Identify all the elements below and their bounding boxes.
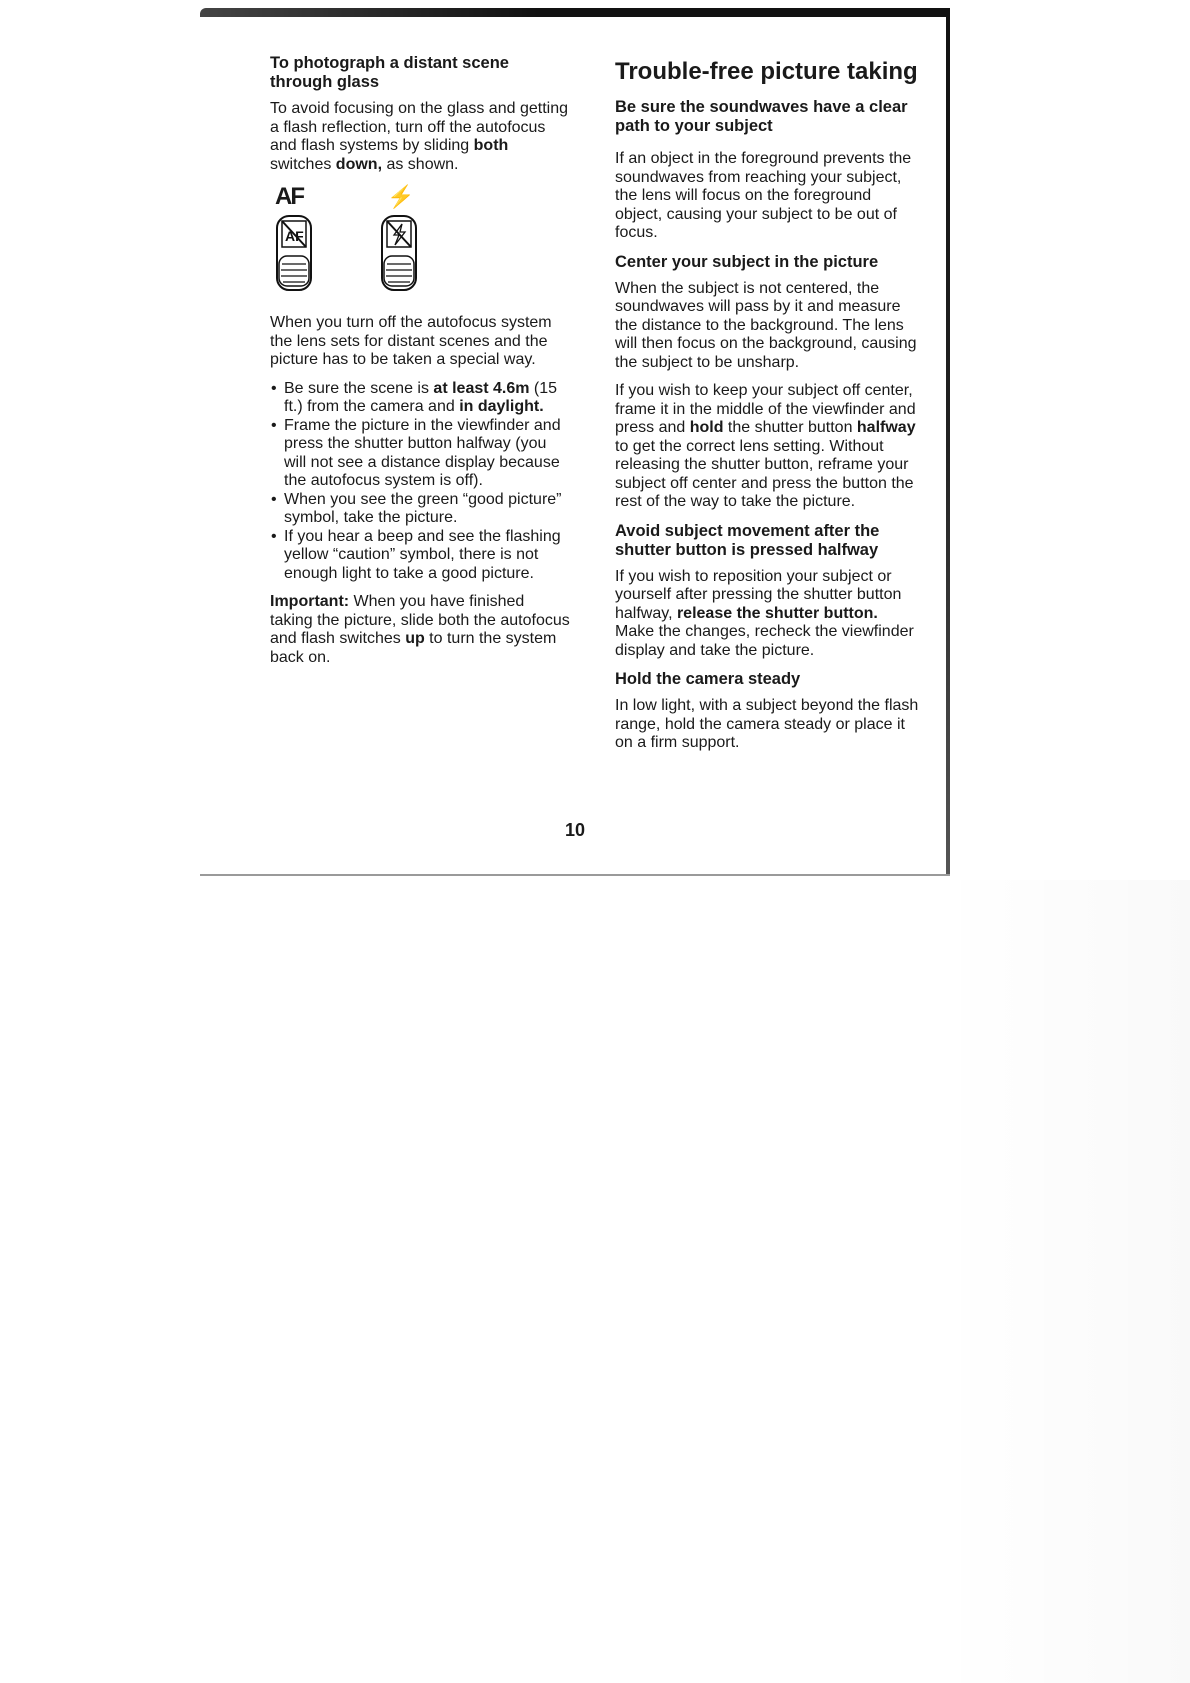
soundwaves-body: If an object in the foreground prevents the soundwaves from reaching your subject, the lens will focus on the foreground object, causing your subject to be out of focus. — [615, 150, 912, 241]
list-item: • When you see the green “good picture” symbol, take the picture. — [270, 491, 570, 528]
subject-movement-heading: Avoid subject movement after the shutter button is pressed halfway — [615, 521, 880, 559]
important-note: Important: When you have finished taking the picture, slide both the autofocus and flash switches up to turn the system back on. — [270, 593, 570, 666]
list-item: • Frame the picture in the viewfinder and press the shutter button halfway (you will not see a distance display because the autofocus system is off). — [270, 417, 570, 491]
left-column — [270, 54, 570, 677]
svg-text:AF: AF — [285, 228, 304, 244]
distant-scene-intro: To avoid focusing on the glass and getting a flash reflection, turn off the autofocus and flash systems by sliding both switches down, as shown. — [270, 100, 568, 173]
scan-shadow — [940, 880, 1190, 1683]
soundwaves-heading: Be sure the soundwaves have a clear path to your subject — [615, 98, 908, 135]
distant-scene-heading: To photograph a distant scene through glass — [270, 54, 509, 91]
af-label: AF — [275, 183, 303, 210]
page-number: 10 — [565, 820, 586, 840]
switch-figure — [270, 184, 570, 304]
page-right-edge — [946, 8, 950, 876]
list-item: • If you hear a beep and see the flashing yellow “caution” symbol, there is not enough light to take a good picture. — [270, 528, 570, 584]
manual-page — [200, 8, 950, 876]
off-center-body: If you wish to keep your subject off center, frame it in the middle of the viewfinder and press and hold the shutter button halfway to get the correct lens setting. Without releasing the shutter button, reframe your subject off center and press the button the rest of the way to take the picture. — [615, 382, 916, 510]
camera-steady-body: In low light, with a subject beyond the flash range, hold the camera steady or place it on a firm support. — [615, 697, 919, 751]
af-switch — [275, 184, 315, 297]
instruction-list — [270, 380, 570, 584]
flash-switch — [380, 184, 420, 297]
flash-label: ⚡ — [387, 184, 413, 209]
camera-steady-heading: Hold the camera steady — [615, 670, 801, 688]
list-item: • Be sure the scene is at least 4.6m (15 ft.) from the camera and in daylight. — [270, 380, 570, 417]
autofocus-off-paragraph: When you turn off the autofocus system the lens sets for distant scenes and the picture has to be taken a special way. — [270, 314, 552, 368]
autofocus-switch-icon — [275, 214, 313, 292]
subject-movement-body: If you wish to reposition your subject or yourself after pressing the shutter button halfway, release the shutter button. Make the changes, recheck the viewfinder display and take the picture. — [615, 567, 914, 659]
top-rule — [200, 8, 950, 17]
flash-switch-icon — [380, 214, 418, 292]
center-subject-body: When the subject is not centered, the soundwaves will pass by it and measure the distance to the background. The lens will then focus on the background, causing the subject to be unsharp. — [615, 279, 917, 371]
right-column — [615, 54, 920, 763]
bottom-rule — [200, 874, 950, 876]
center-subject-heading: Center your subject in the picture — [615, 252, 879, 271]
page-title: Trouble-free picture taking — [615, 58, 918, 85]
